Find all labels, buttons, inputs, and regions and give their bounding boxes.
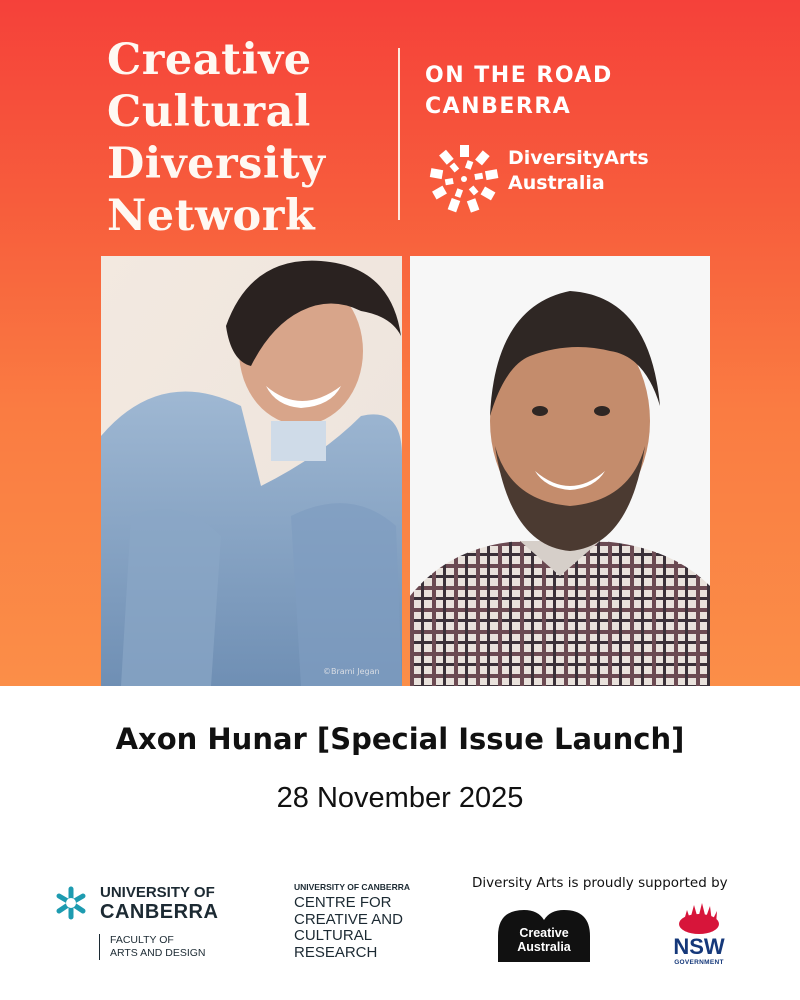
nsw-government-logo <box>666 902 732 972</box>
centre-line-1: CENTRE FOR <box>294 894 392 911</box>
faculty-line-2: ARTS AND DESIGN <box>110 947 206 959</box>
creative-australia-logo <box>494 906 594 962</box>
woman-in-denim-jacket-photo <box>101 256 402 686</box>
faculty-line-1: FACULTY OF <box>110 934 174 946</box>
event-date: 28 November 2025 <box>276 782 524 814</box>
centre-line-4: RESEARCH <box>294 943 378 961</box>
centre-parent-name: UNIVERSITY OF CANBERRA <box>294 882 411 892</box>
vertical-divider <box>398 48 400 220</box>
bearded-man-in-plaid-shirt-photo <box>410 256 710 686</box>
nsw-wordmark: NSW <box>673 934 725 959</box>
diversity-arts-line-2: Australia <box>508 172 605 194</box>
centre-for-creative-cultural-research-logo <box>294 882 410 961</box>
centre-line-3: CULTURAL <box>294 927 373 944</box>
university-name <box>100 884 218 923</box>
university-molecule-icon <box>52 884 90 922</box>
creative-australia-line-1: Creative <box>519 926 569 940</box>
network-title-line-2: Cultural <box>107 87 311 137</box>
university-name-line-2: CANBERRA <box>100 901 219 923</box>
centre-line-2: CREATIVE AND <box>294 910 403 928</box>
waratah-flower-icon <box>677 902 721 936</box>
on-the-road-heading <box>425 60 613 122</box>
event-title: Axon Hunar [Special Issue Launch] <box>115 722 685 756</box>
university-of-canberra-logo <box>52 878 252 968</box>
nsw-government-label: GOVERNMENT <box>674 959 724 966</box>
supported-by-text: Diversity Arts is proudly supported by <box>472 875 728 891</box>
diversity-arts-icon <box>428 142 500 216</box>
university-name-line-1: UNIVERSITY OF <box>100 884 215 901</box>
on-the-road-line-1: ON THE ROAD <box>425 63 613 88</box>
faculty-label <box>99 934 206 960</box>
diversity-arts-line-1: DiversityArts <box>508 147 649 169</box>
network-title <box>107 34 407 242</box>
creative-australia-line-2: Australia <box>517 940 571 954</box>
network-title-line-1: Creative <box>107 35 312 85</box>
network-title-line-3: Diversity <box>107 139 326 189</box>
diversity-arts-wordmark <box>508 146 649 196</box>
network-title-line-4: Network <box>107 191 316 241</box>
diversity-arts-logo <box>428 142 688 222</box>
on-the-road-line-2: CANBERRA <box>425 94 572 119</box>
speaker-photo-left <box>101 256 402 686</box>
photo-credit: ©Brami Jegan <box>323 667 380 676</box>
speaker-photo-right <box>410 256 710 686</box>
creative-australia-wordmark <box>494 926 594 954</box>
